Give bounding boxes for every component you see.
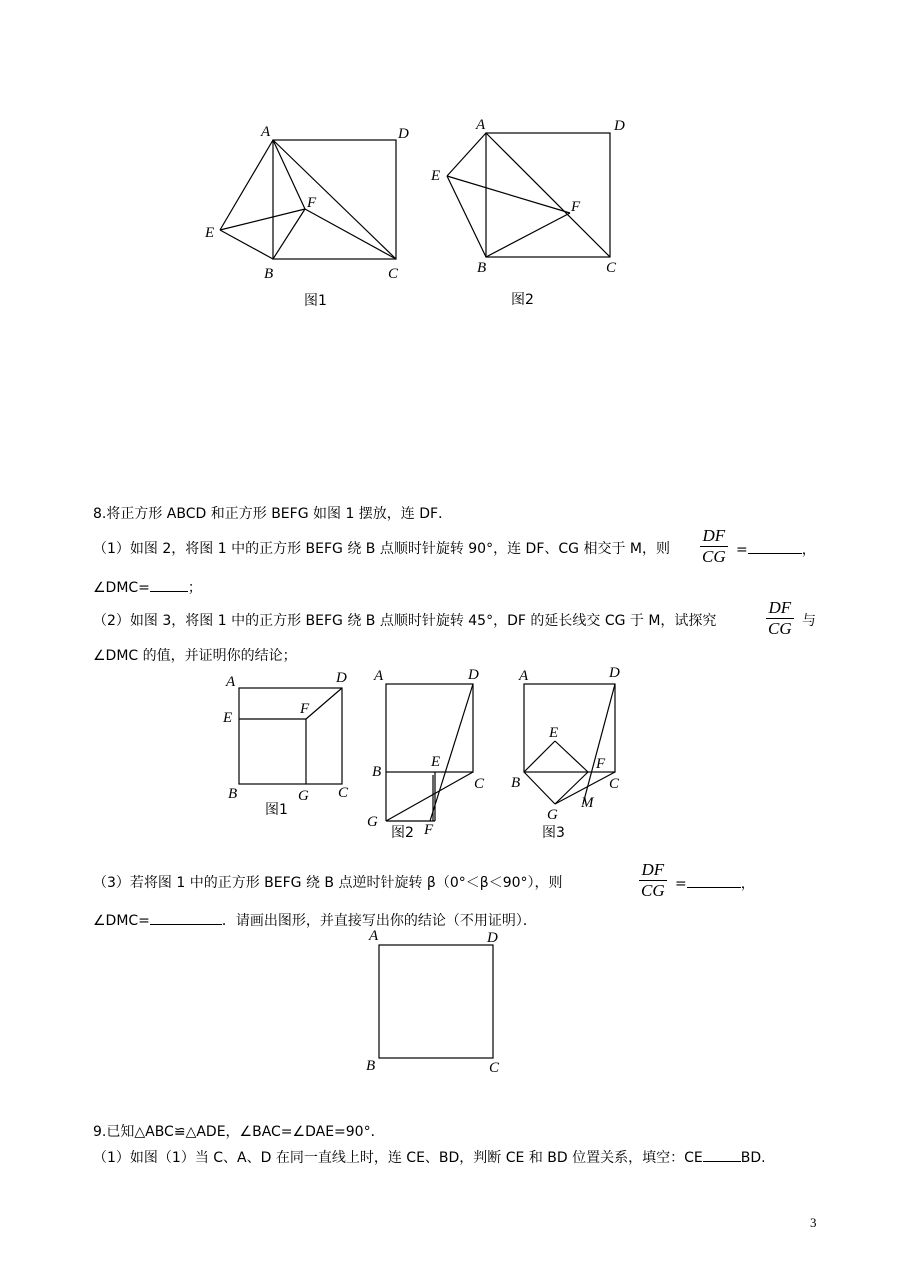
answer-blank[interactable] <box>748 539 802 554</box>
fraction-df-cg <box>700 526 728 567</box>
label-b: B <box>477 260 487 276</box>
label-d: D <box>336 670 347 686</box>
label-g: G <box>367 814 378 830</box>
fraction-denominator: CG <box>702 547 726 566</box>
fraction-df-cg <box>766 598 794 639</box>
label-f: F <box>596 756 606 772</box>
caption-fig1: 图1 <box>265 802 288 818</box>
label-d: D <box>614 118 625 134</box>
caption-fig2: 图2 <box>391 825 414 841</box>
q8-part3-instruction: ．请画出图形，并直接写出你的结论（不用证明）． <box>221 913 537 929</box>
q8-part3 <box>93 873 563 893</box>
q8-part3-answer <box>675 873 755 894</box>
label-c: C <box>606 260 617 276</box>
label-b: B <box>511 775 521 791</box>
comma: ， <box>801 542 816 558</box>
label-m: M <box>581 795 594 811</box>
label-a: A <box>261 124 271 140</box>
q8-part2-text: （2）如图 3，将图 1 中的正方形 BEFG 绕 B 点顺时针旋转 45°，DF 的延长线交 CG 于 M，试探究 <box>93 613 717 629</box>
answer-blank[interactable] <box>150 910 222 925</box>
angle-dmc-label: ∠DMC= <box>93 913 150 929</box>
fraction-denominator: CG <box>768 619 792 638</box>
q8-part1-line2 <box>93 577 202 598</box>
label-c: C <box>474 776 485 792</box>
label-f: F <box>307 195 317 211</box>
label-a: A <box>519 668 529 684</box>
label-d: D <box>398 126 409 142</box>
fraction-numerator: DF <box>700 526 728 547</box>
label-a: A <box>476 117 486 133</box>
label-c: C <box>489 1060 500 1076</box>
q9-part1-end: BD. <box>740 1150 766 1166</box>
caption-fig2: 图2 <box>511 292 534 308</box>
top-figure-1 <box>200 118 420 318</box>
angle-dmc-label: ∠DMC= <box>93 580 150 596</box>
label-g: G <box>547 807 558 823</box>
label-f: F <box>300 701 310 717</box>
top-figure-2 <box>425 112 645 312</box>
q8-figure-3 <box>505 664 635 844</box>
q9-intro: 9.已知△ABC≌△ADE，∠BAC=∠DAE=90°． <box>93 1124 385 1140</box>
q9-part1 <box>93 1147 766 1168</box>
caption-fig3: 图3 <box>542 825 565 841</box>
label-b: B <box>372 764 382 780</box>
page-number: 3 <box>810 1215 817 1230</box>
answer-blank[interactable] <box>703 1147 741 1162</box>
answer-blank[interactable] <box>687 873 741 888</box>
label-f: F <box>424 822 434 838</box>
equals-sign: = <box>736 542 748 558</box>
q8-part1-answer <box>736 539 816 560</box>
q8-figure-4 <box>360 925 520 1077</box>
label-b: B <box>264 266 274 282</box>
label-a: A <box>369 928 379 944</box>
q8-figure-2 <box>362 664 497 844</box>
q8-part2-line2: ∠DMC 的值，并证明你的结论； <box>93 648 297 664</box>
label-c: C <box>388 266 399 282</box>
semicolon: ； <box>187 580 202 596</box>
label-f: F <box>571 199 581 215</box>
q8-part3-text: （3）若将图 1 中的正方形 BEFG 绕 B 点逆时针旋转 β（0°＜β＜90°），则 <box>93 875 563 891</box>
q8-part1-text: （1）如图 2，将图 1 中的正方形 BEFG 绕 B 点顺时针旋转 90°，连 DF、CG 相交于 M，则 <box>93 541 670 557</box>
fraction-numerator: DF <box>639 860 667 881</box>
q8-part2-end: 与 <box>802 613 816 629</box>
label-b: B <box>228 786 238 802</box>
equals-sign: = <box>675 876 687 892</box>
fraction-denominator: CG <box>641 881 665 900</box>
q8-part1 <box>93 539 670 559</box>
comma: ， <box>740 876 755 892</box>
q8-figure-1 <box>218 668 358 823</box>
label-e: E <box>549 725 559 741</box>
label-d: D <box>487 930 498 946</box>
q8-intro: 8.将正方形 ABCD 和正方形 BEFG 如图 1 摆放，连 DF． <box>93 506 453 522</box>
label-d: D <box>468 667 479 683</box>
label-e: E <box>205 225 215 241</box>
fraction-numerator: DF <box>766 598 794 619</box>
label-e: E <box>223 710 233 726</box>
answer-blank[interactable] <box>150 577 188 592</box>
label-g: G <box>298 788 309 804</box>
label-a: A <box>374 668 384 684</box>
q9-part1-text: （1）如图（1）当 C、A、D 在同一直线上时，连 CE、BD，判断 CE 和 BD 位置关系，填空：CE <box>93 1150 703 1166</box>
label-a: A <box>226 674 236 690</box>
label-e: E <box>431 168 441 184</box>
q8-part2 <box>93 611 716 631</box>
label-c: C <box>609 776 620 792</box>
label-b: B <box>366 1058 376 1074</box>
label-c: C <box>338 785 349 801</box>
fraction-df-cg <box>639 860 667 901</box>
label-d: D <box>609 665 620 681</box>
caption-fig1: 图1 <box>304 293 327 309</box>
label-e: E <box>431 754 441 770</box>
